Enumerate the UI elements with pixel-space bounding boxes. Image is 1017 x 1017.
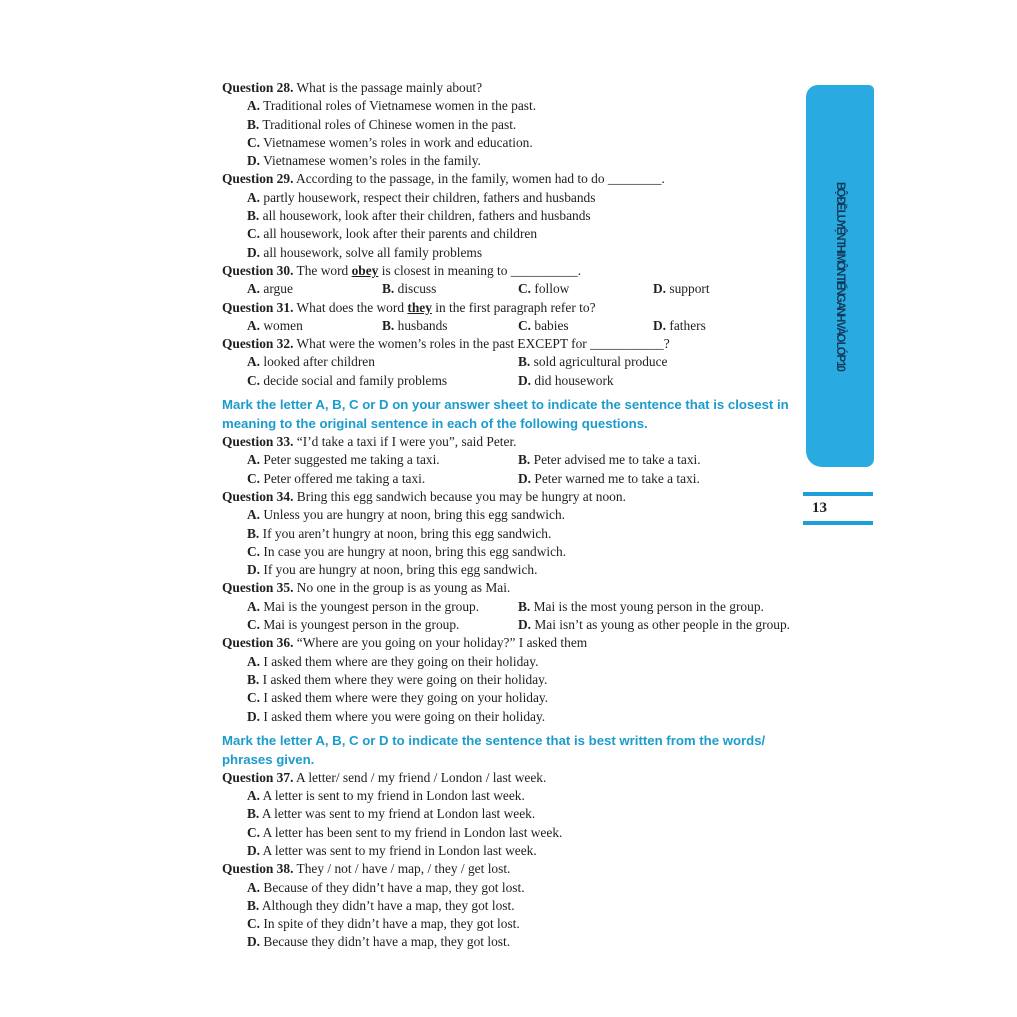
option-letter: B. xyxy=(247,897,260,913)
option-a xyxy=(247,598,518,616)
book-series-tab xyxy=(806,85,874,467)
question-text-post: is closest in meaning to __________. xyxy=(378,262,582,278)
option-text: women xyxy=(263,317,303,333)
option-c xyxy=(247,616,518,634)
option-text: looked after children xyxy=(263,354,375,370)
option-letter: D. xyxy=(518,372,532,388)
option-a xyxy=(247,97,800,115)
question-37 xyxy=(222,769,800,860)
question-29-options xyxy=(222,189,800,262)
question-29 xyxy=(222,170,800,261)
option-text: Peter offered me taking a taxi. xyxy=(263,470,426,486)
question-31-text xyxy=(297,300,596,315)
option-letter: A. xyxy=(247,189,261,205)
question-36 xyxy=(222,634,800,725)
option-letter: D. xyxy=(518,617,532,633)
option-letter: D. xyxy=(653,317,667,333)
question-35-number: Question 35. xyxy=(222,580,294,596)
question-33-number: Question 33. xyxy=(222,434,294,450)
option-text: Because of they didn’t have a map, they got lost. xyxy=(263,879,525,895)
option-letter: A. xyxy=(247,317,261,333)
option-text: Unless you are hungry at noon, bring this egg sandwich. xyxy=(263,507,566,523)
question-32-line xyxy=(222,335,800,353)
option-c xyxy=(247,824,800,842)
question-33-options xyxy=(222,451,800,488)
question-33-text: “I’d take a taxi if I were you”, said Peter. xyxy=(296,434,517,450)
option-text: I asked them where they were going on their holiday. xyxy=(262,671,548,687)
question-34-text: Bring this egg sandwich because you may be hungry at noon. xyxy=(296,488,626,504)
option-d xyxy=(247,933,800,951)
option-c xyxy=(247,225,800,243)
option-text: partly housework, respect their children, fathers and husbands xyxy=(263,189,596,205)
option-b xyxy=(247,116,800,134)
option-text: I asked them where were they going on your holiday. xyxy=(263,690,549,706)
option-d xyxy=(518,372,800,390)
option-a xyxy=(247,189,800,207)
option-letter: C. xyxy=(247,226,261,242)
option-text: Vietnamese women’s roles in the family. xyxy=(263,153,481,169)
option-letter: C. xyxy=(247,824,261,840)
option-letter: C. xyxy=(247,134,261,150)
instruction-closest-meaning: Mark the letter A, B, C or D on your answer sheet to indicate the sentence that is closest in meaning to the original sentence in each of the following questions. xyxy=(222,397,789,432)
option-text: Mai is youngest person in the group. xyxy=(263,617,460,633)
option-b xyxy=(518,598,800,616)
question-32-text: What were the women’s roles in the past EXCEPT for ___________? xyxy=(296,336,670,352)
option-text: Mai isn’t as young as other people in the group. xyxy=(534,617,791,633)
underlined-word: obey xyxy=(351,262,379,278)
option-letter: C. xyxy=(247,372,261,388)
question-28-number: Question 28. xyxy=(222,80,294,95)
option-letter: C. xyxy=(518,281,532,297)
option-text: A letter was sent to my friend in London last week. xyxy=(262,842,537,858)
question-text-post: in the first paragraph refer to? xyxy=(431,299,596,315)
instruction-best-written: Mark the letter A, B, C or D to indicate the sentence that is best written from the words/ phrases given. xyxy=(222,732,766,767)
option-letter: A. xyxy=(247,879,261,895)
option-text: Peter warned me to take a taxi. xyxy=(534,470,700,486)
option-letter: D. xyxy=(247,842,261,858)
option-text: Vietnamese women’s roles in work and education. xyxy=(263,134,533,150)
option-text: babies xyxy=(534,317,569,333)
option-b xyxy=(247,805,800,823)
option-letter: C. xyxy=(247,916,261,932)
option-letter: C. xyxy=(247,690,261,706)
question-28-options xyxy=(222,97,800,170)
option-text: A letter was sent to my friend at London last week. xyxy=(261,806,536,822)
question-34-options xyxy=(222,506,800,579)
option-letter: B. xyxy=(247,525,260,541)
option-text: A letter has been sent to my friend in London last week. xyxy=(262,824,563,840)
option-d xyxy=(653,280,800,298)
question-37-line xyxy=(222,769,800,787)
option-text: Mai is the most young person in the group. xyxy=(533,598,764,614)
option-letter: B. xyxy=(247,671,260,687)
option-c xyxy=(247,915,800,933)
option-letter: A. xyxy=(247,452,261,468)
option-letter: B. xyxy=(382,317,395,333)
question-text-pre: What does the word xyxy=(296,299,408,315)
question-38-text: They / not / have / map, / they / get lost. xyxy=(296,861,511,877)
option-d xyxy=(247,152,800,170)
question-33 xyxy=(222,433,800,488)
option-text: did housework xyxy=(534,372,614,388)
option-letter: B. xyxy=(382,281,395,297)
page-number-block xyxy=(803,492,873,525)
option-text: all housework, solve all family problems xyxy=(263,244,483,260)
question-30 xyxy=(222,262,800,299)
option-b xyxy=(247,525,800,543)
question-30-text xyxy=(297,263,582,278)
question-37-text: A letter/ send / my friend / London / last week. xyxy=(296,769,547,785)
question-34-line xyxy=(222,488,800,506)
option-d xyxy=(247,708,800,726)
option-a xyxy=(247,506,800,524)
page-number-rule-bottom xyxy=(803,521,873,525)
option-text: all housework, look after their children, fathers and husbands xyxy=(262,208,591,224)
question-30-line xyxy=(222,262,800,280)
option-text: A letter is sent to my friend in London last week. xyxy=(262,788,525,804)
question-36-text: “Where are you going on your holiday?” I asked them xyxy=(296,635,588,651)
option-letter: B. xyxy=(247,806,260,822)
option-a xyxy=(247,451,518,469)
option-letter: A. xyxy=(247,98,261,114)
question-29-number: Question 29. xyxy=(222,171,294,187)
option-a xyxy=(247,787,800,805)
option-letter: A. xyxy=(247,598,261,614)
question-30-options xyxy=(222,280,800,298)
question-37-options xyxy=(222,787,800,860)
question-38-line xyxy=(222,860,800,878)
option-text: Traditional roles of Vietnamese women in the past. xyxy=(263,98,537,114)
option-letter: B. xyxy=(518,354,531,370)
question-36-options xyxy=(222,653,800,726)
option-letter: D. xyxy=(247,562,261,578)
option-letter: A. xyxy=(247,788,261,804)
option-letter: C. xyxy=(518,317,532,333)
option-letter: B. xyxy=(247,208,260,224)
option-d xyxy=(653,317,800,335)
question-38-number: Question 38. xyxy=(222,861,294,877)
option-b xyxy=(247,897,800,915)
option-letter: D. xyxy=(518,470,532,486)
option-text: support xyxy=(669,281,710,297)
option-text: I asked them where are they going on their holiday. xyxy=(263,653,539,669)
option-c xyxy=(247,134,800,152)
option-letter: D. xyxy=(247,934,261,950)
option-d xyxy=(247,244,800,262)
question-28 xyxy=(222,79,800,170)
question-text-pre: The word xyxy=(296,262,352,278)
question-32 xyxy=(222,335,800,390)
option-text: follow xyxy=(534,281,570,297)
question-30-number: Question 30. xyxy=(222,262,294,278)
option-letter: C. xyxy=(247,470,261,486)
option-text: all housework, look after their parents and children xyxy=(263,226,538,242)
question-31-number: Question 31. xyxy=(222,299,294,315)
exam-content xyxy=(222,79,800,952)
option-text: fathers xyxy=(669,317,706,333)
option-text: Although they didn’t have a map, they got lost. xyxy=(261,897,515,913)
option-b xyxy=(247,207,800,225)
question-36-line xyxy=(222,634,800,652)
option-b xyxy=(518,353,800,371)
option-b xyxy=(382,317,518,335)
question-31-line xyxy=(222,299,800,317)
option-a xyxy=(247,879,800,897)
option-c xyxy=(518,317,653,335)
option-c xyxy=(247,470,518,488)
option-letter: C. xyxy=(247,543,261,559)
option-letter: A. xyxy=(247,653,261,669)
option-text: discuss xyxy=(397,281,437,297)
question-31-options xyxy=(222,317,800,335)
option-text: In spite of they didn’t have a map, they got lost. xyxy=(263,916,520,932)
question-29-line xyxy=(222,170,800,188)
option-letter: D. xyxy=(653,281,667,297)
option-letter: C. xyxy=(247,617,261,633)
option-text: husbands xyxy=(397,317,448,333)
question-32-number: Question 32. xyxy=(222,336,294,352)
question-35 xyxy=(222,579,800,634)
option-c xyxy=(247,543,800,561)
question-35-options xyxy=(222,598,800,635)
option-text: I asked them where you were going on their holiday. xyxy=(263,708,546,724)
page-number: 13 xyxy=(812,500,827,516)
option-letter: A. xyxy=(247,354,261,370)
option-b xyxy=(518,451,800,469)
option-c xyxy=(518,280,653,298)
option-text: If you aren’t hungry at noon, bring this egg sandwich. xyxy=(262,525,552,541)
question-32-options xyxy=(222,353,800,390)
question-31 xyxy=(222,299,800,336)
option-b xyxy=(247,671,800,689)
question-36-number: Question 36. xyxy=(222,635,294,651)
question-28-line xyxy=(222,79,800,97)
option-letter: D. xyxy=(247,244,261,260)
option-b xyxy=(382,280,518,298)
option-d xyxy=(247,842,800,860)
option-c xyxy=(247,372,518,390)
option-c xyxy=(247,689,800,707)
question-38 xyxy=(222,860,800,951)
option-text: Mai is the youngest person in the group. xyxy=(263,598,480,614)
option-text: argue xyxy=(263,281,293,297)
question-38-options xyxy=(222,879,800,952)
question-37-number: Question 37. xyxy=(222,769,294,785)
option-text: Traditional roles of Chinese women in the past. xyxy=(262,116,517,132)
option-d xyxy=(518,616,800,634)
option-text: Peter suggested me taking a taxi. xyxy=(263,452,440,468)
question-28-text: What is the passage mainly about? xyxy=(296,80,483,95)
option-d xyxy=(247,561,800,579)
question-34-number: Question 34. xyxy=(222,488,294,504)
question-35-line xyxy=(222,579,800,597)
question-35-text: No one in the group is as young as Mai. xyxy=(296,580,511,596)
option-letter: A. xyxy=(247,507,261,523)
option-a xyxy=(247,653,800,671)
option-text: decide social and family problems xyxy=(263,372,448,388)
underlined-word: they xyxy=(407,299,432,315)
question-34 xyxy=(222,488,800,579)
option-a xyxy=(247,353,518,371)
book-series-tab-label: BỘ ĐỀ LUYỆN THI MÔN TIẾNG ANH VÀO LỚP 10 xyxy=(834,182,846,370)
option-text: In case you are hungry at noon, bring this egg sandwich. xyxy=(263,543,567,559)
option-letter: A. xyxy=(247,281,261,297)
question-29-text: According to the passage, in the family, women had to do ________. xyxy=(296,171,665,187)
option-letter: B. xyxy=(518,452,531,468)
option-text: If you are hungry at noon, bring this egg sandwich. xyxy=(263,562,538,578)
option-letter: B. xyxy=(518,598,531,614)
option-text: Because they didn’t have a map, they got lost. xyxy=(263,934,511,950)
option-a xyxy=(247,317,382,335)
question-33-line xyxy=(222,433,800,451)
option-text: Peter advised me to take a taxi. xyxy=(533,452,701,468)
option-a xyxy=(247,280,382,298)
option-letter: B. xyxy=(247,116,260,132)
option-d xyxy=(518,470,800,488)
option-letter: D. xyxy=(247,153,261,169)
option-text: sold agricultural produce xyxy=(533,354,668,370)
option-letter: D. xyxy=(247,708,261,724)
